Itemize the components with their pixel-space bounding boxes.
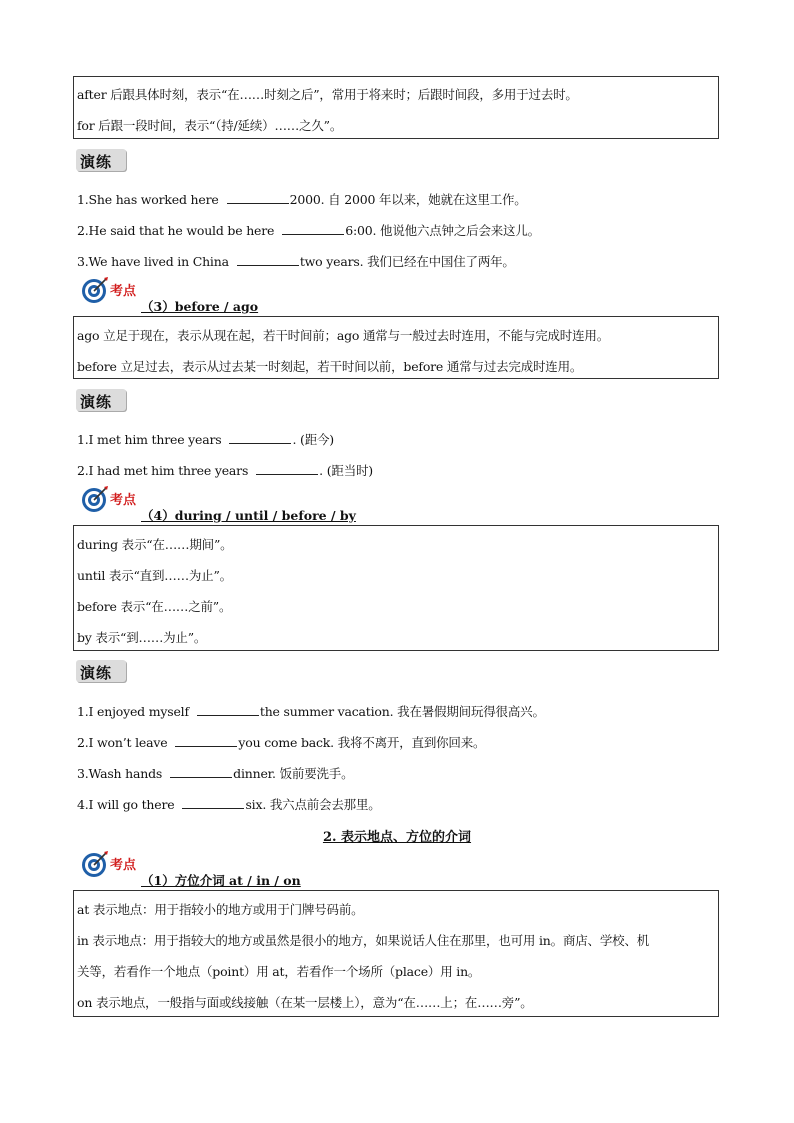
exercise-line: 3.Wash hands dinner. 饭前要洗手。 (77, 766, 354, 781)
note-box-after-for (73, 76, 719, 139)
section-title: 2. 表示地点、方位的介词 (322, 830, 472, 845)
answer-blank[interactable] (175, 736, 237, 747)
exercise-line: 4.I will go there six. 我六点前会去那里。 (77, 797, 381, 812)
answer-blank[interactable] (182, 798, 244, 809)
target-icon (80, 485, 110, 513)
practice-badge (76, 149, 126, 173)
exercise-line: 1.She has worked here 2000. 自 2000 年以来，她就在这里工作。 (77, 192, 527, 207)
answer-blank[interactable] (256, 464, 318, 475)
target-icon (80, 276, 110, 304)
note-line: until 表示“直到……为止”。 (77, 568, 232, 583)
target-icon (80, 850, 110, 878)
topic-title: （4）during / until / before / by (141, 508, 356, 523)
kaodian-label: 考点 (110, 858, 137, 873)
exercise-line: 2.I won’t leave you come back. 我将不离开，直到你回来。 (77, 735, 486, 750)
note-line: at 表示地点：用于指较小的地方或用于门牌号码前。 (77, 902, 364, 917)
answer-blank[interactable] (227, 193, 289, 204)
exercise-line: 1.I enjoyed myself the summer vacation. 我在暑假期间玩得很高兴。 (77, 704, 545, 719)
note-line: 关等，若看作一个地点（point）用 at，若看作一个场所（place）用 in。 (77, 964, 481, 979)
topic-title: （3）before / ago (141, 299, 259, 314)
note-line: before 表示“在……之前”。 (77, 599, 232, 614)
practice-badge (76, 660, 126, 684)
kaodian-badge (80, 485, 140, 513)
kaodian-label: 考点 (110, 284, 137, 299)
kaodian-label: 考点 (110, 493, 137, 508)
topic-title: （1）方位介词 at / in / on (141, 873, 301, 888)
note-box-at-in-on (73, 890, 719, 1017)
practice-label: 演练 (80, 664, 113, 682)
practice-badge (76, 389, 126, 413)
note-line: during 表示“在……期间”。 (77, 537, 233, 552)
note-line: on 表示地点，一般指与面或线接触（在某一层楼上），意为“在……上；在……旁”。 (77, 995, 533, 1010)
exercise-line: 1.I met him three years . (距今) (77, 432, 334, 447)
answer-blank[interactable] (170, 767, 232, 778)
answer-blank[interactable] (229, 433, 291, 444)
note-line: for 后跟一段时间，表示“（持/延续）……之久”。 (77, 118, 343, 133)
note-box-during-until (73, 525, 719, 651)
note-line: by 表示“到……为止”。 (77, 630, 207, 645)
practice-label: 演练 (80, 153, 113, 171)
answer-blank[interactable] (197, 705, 259, 716)
note-line: after 后跟具体时刻，表示“在……时刻之后”，常用于将来时；后跟时间段，多用于过去时。 (77, 87, 578, 102)
exercise-line: 2.I had met him three years . (距当时) (77, 463, 373, 478)
note-box-before-ago (73, 316, 719, 379)
practice-label: 演练 (80, 393, 113, 411)
answer-blank[interactable] (282, 224, 344, 235)
note-line: ago 立足于现在，表示从现在起，若干时间前；ago 通常与一般过去时连用，不能与完成时连用。 (77, 328, 610, 343)
exercise-line: 2.He said that he would be here 6:00. 他说他六点钟之后会来这儿。 (77, 223, 540, 238)
exercise-line: 3.We have lived in China two years. 我们已经在中国住了两年。 (77, 254, 515, 269)
note-line: before 立足过去，表示从过去某一时刻起，若干时间以前，before 通常与过去完成时连用。 (77, 359, 583, 374)
note-line: in 表示地点：用于指较大的地方或虽然是很小的地方，如果说话人住在那里，也可用 in。商店、学校、机 (77, 933, 650, 948)
kaodian-badge (80, 276, 140, 304)
kaodian-badge (80, 850, 140, 878)
answer-blank[interactable] (237, 255, 299, 266)
